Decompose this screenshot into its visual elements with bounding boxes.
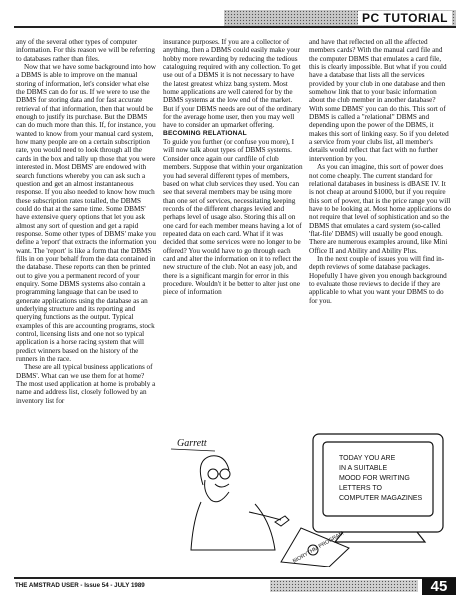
paragraph: As you can imagine, this sort of power does not come cheaply. The current standard for relational databases in business is dBASE IV. It is not cheap at around $1000, but if you require this sort of power, that is the price range you will have to be looking at. Most home applications do not require that level of sophistication and so the DBMS that emulates a card system (so-called 'flat-file' DBMS) will usually be good enough. There are numerous examples around, like Mini Office II and Ability and Ability Plus.: [309, 163, 451, 255]
paragraph: Now that we have some background into how a DBMS is able to improve on the manual storing of information, let's consider what else the DBMS can do for us. If we were to use the DBMS for storing data and for fast accurate retrieval of that information, then that would be enough to justify its purchase. But the DBMS can do much more than this. If, for instance, you wanted to know from your manual card system, how many people are on a certain subscription rate, you would need to look through all the cards in the box and tally up those that you were interested in. Most DBMS' are endowed with search functions whereby you can ask such a question and get an almost instantaneous response. If you also needed to know how much these subscription rates totalled, the DBMS could do that at the same time. Some DBMS' have extensive query options that let you ask almost any sort of question and get a rapid response. Some other types of DBMS' make you define a 'report' that extracts the information you want. The 'report' is like a form that the DBMS fills in on your behalf from the data contained in the database. These reports can then be printed out to give you a permanent record of your enquiry. Some DBMS systems also contain a programming language that can be used to generate applications using the database as an underlying structure and its reporting and querying functions as the output. Typical examples of this are accounting programs, stock control, licensing lists and one not so typical application is a horse racing system that will predict winners based on the history of the runners in the race.: [16, 63, 157, 364]
footer-rule: [14, 577, 456, 579]
svg-text:MOOD FOR WRITING: MOOD FOR WRITING: [339, 475, 410, 482]
article-column-1: [16, 38, 157, 573]
svg-text:TODAY YOU ARE: TODAY YOU ARE: [339, 455, 396, 462]
header-rule: [14, 26, 456, 28]
disk-label: BIORYTHM PROGRAM: [291, 530, 345, 565]
cartoon-man: [191, 456, 289, 550]
svg-text:IN A SUITABLE: IN A SUITABLE: [339, 465, 388, 472]
cartoon-illustration: [163, 430, 453, 567]
article-column-3: [309, 38, 451, 423]
cartoon-signature: Garrett: [177, 438, 207, 449]
paragraph: and have that reflected on all the affected members cards? With the manual card file and the computer DBMS that emulates a card file, this is clearly impossible. But what if you could have a database that lists all the services provided by your club in one database and then somehow link that to your basic information about the club member in another database? With some DBMS' you can do this. This sort of DBMS is called a "relational" DBMS and depending upon the power of the DBMS, it makes this sort of linking easy. So if you deleted a service from your clubs list, all member's details would reflect that fact with no further intervention by you.: [309, 38, 449, 163]
magazine-footer: THE AMSTRAD USER - Issue 54 - JULY 1989: [15, 582, 145, 589]
page-number: 45: [422, 578, 456, 595]
paragraph: To guide you further (or confuse you more), I will now talk about types of DBMS systems. Consider once again our cardfile of club members. Suppose that within your organization you had several different types of members, based on what club services they used. You can see that several members may be using more than one set of services, necessitating keeping records of the different charges levied and perhaps level of usage also. Storing this all on one card for each member means having a lot of repeated data on each card. What if it was decided that some services were no longer to be offered? You would have to go through each card and alter the information on it to reflect the new structure of the club. Not an easy job, and there is a significant margin for error in this procedure. Wouldn't it be better to alter just one piece of information: [163, 138, 303, 297]
paragraph: These are all typical business applications of DBMS'. What can we use them for at home? The most used application at home is probably a name and address list, closely followed by an inventory list for: [16, 363, 156, 405]
paragraph: any of the several other types of computer information. For this reason we will be referring to databases rather than files.: [16, 38, 155, 63]
monitor-screen-text: [339, 455, 423, 502]
paragraph: In the next couple of issues you will find in-depth reviews of some database packages. Hopefully I have given you enough background to evaluate those reviews to decide if they are applicable to what you want your DBMS to do for you.: [309, 254, 447, 305]
subheading: BECOMING RELATIONAL: [163, 129, 247, 137]
svg-text:COMPUTER MAGAZINES: COMPUTER MAGAZINES: [339, 495, 423, 502]
footer-tint-bar: [270, 580, 418, 592]
section-title: PC TUTORIAL: [358, 11, 452, 25]
article-column-2: [163, 38, 304, 423]
paragraph: insurance purposes. If you are a collector of anything, then a DBMS could easily make your hobby more rewarding by reducing the tedious cataloguing required with any collection. To get use out of a DBMS it is not necessary to have the latest greatest whizz bang system. Most home applications are well catered for by the DBMS systems at the low end of the market. But if your DBMS needs are out of the ordinary for the average home user, then you may well have to consider an upmarket offering.: [163, 38, 301, 130]
svg-text:LETTERS TO: LETTERS TO: [339, 485, 382, 492]
